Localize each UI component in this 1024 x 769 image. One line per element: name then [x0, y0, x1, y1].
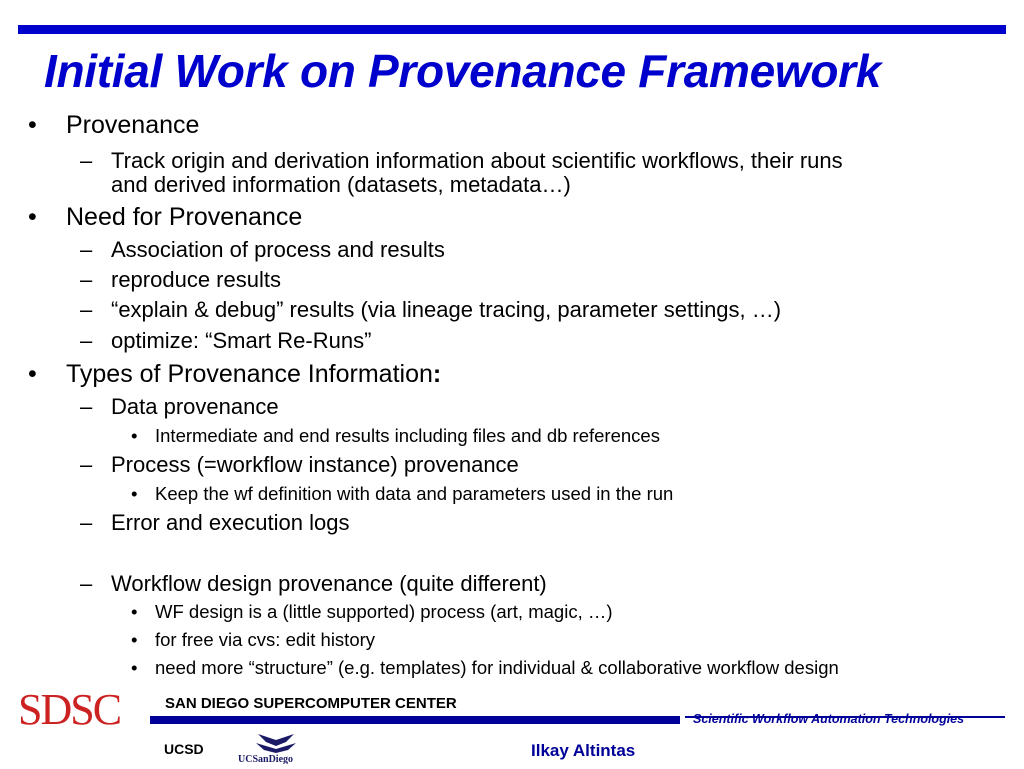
- ucsd-label: UCSD: [164, 741, 204, 757]
- dash-marker: –: [80, 267, 93, 292]
- ucsd-logo: [236, 730, 308, 764]
- ucsd-logo-text: UCSanDiego: [238, 754, 294, 764]
- item-text: reproduce results: [111, 267, 281, 292]
- footer-tagline: Scientific Workflow Automation Technologies: [693, 712, 965, 726]
- item-text: Data provenance: [111, 394, 279, 419]
- item-text: Track origin and derivation information about scientific workflows, their runs: [111, 148, 843, 173]
- slide-footer: [0, 684, 1024, 768]
- item-text: Provenance: [66, 111, 200, 139]
- presenter-name: Ilkay Altintas: [531, 741, 636, 760]
- item-label: Types of Provenance Information: [66, 360, 433, 388]
- item-suffix: :: [432, 360, 442, 388]
- bullet-marker: •: [28, 360, 37, 388]
- bullet-marker: •: [131, 657, 138, 678]
- dash-marker: –: [80, 571, 93, 596]
- footer-bar: [150, 716, 680, 724]
- item-text: Process (=workflow instance) provenance: [111, 452, 519, 477]
- item-text: Association of process and results: [111, 237, 445, 262]
- bullet-marker: •: [131, 483, 138, 504]
- item-text: need more “structure” (e.g. templates) for individual & collaborative workflow design: [155, 657, 839, 678]
- slide-title: Initial Work on Provenance Framework: [44, 45, 882, 97]
- sdsc-logo-text: SDSC: [18, 685, 121, 734]
- bullet-marker: •: [131, 601, 138, 622]
- item-text: optimize: “Smart Re-Runs”: [111, 328, 372, 353]
- item-text: “explain & debug” results (via lineage tracing, parameter settings, …): [111, 297, 782, 322]
- item-text: for free via cvs: edit history: [155, 629, 376, 650]
- dash-marker: –: [80, 452, 93, 477]
- bullet-marker: •: [28, 203, 37, 231]
- item-text: WF design is a (little supported) process (art, magic, …): [155, 601, 613, 622]
- item-continuation: and derived information (datasets, metadata…): [111, 172, 571, 197]
- dash-marker: –: [80, 148, 93, 173]
- bullet-marker: •: [131, 629, 138, 650]
- item-text: Intermediate and end results including files and db references: [155, 425, 660, 446]
- sdsc-logo: [16, 684, 144, 734]
- dash-marker: –: [80, 297, 93, 322]
- item-text: [66, 360, 441, 389]
- top-rule: [18, 25, 1006, 34]
- item-text: Keep the wf definition with data and parameters used in the run: [155, 483, 674, 504]
- item-text: Need for Provenance: [66, 203, 303, 231]
- item-text: Workflow design provenance (quite different): [111, 571, 547, 596]
- bullet-marker: •: [131, 425, 138, 446]
- dash-marker: –: [80, 237, 93, 262]
- ucsd-logo-icon: [236, 730, 308, 764]
- center-name: SAN DIEGO SUPERCOMPUTER CENTER: [165, 695, 457, 712]
- item-text: Error and execution logs: [111, 510, 350, 535]
- dash-marker: –: [80, 394, 93, 419]
- dash-marker: –: [80, 510, 93, 535]
- sdsc-logo-mark: [16, 684, 144, 734]
- bullet-marker: •: [28, 111, 37, 139]
- dash-marker: –: [80, 328, 93, 353]
